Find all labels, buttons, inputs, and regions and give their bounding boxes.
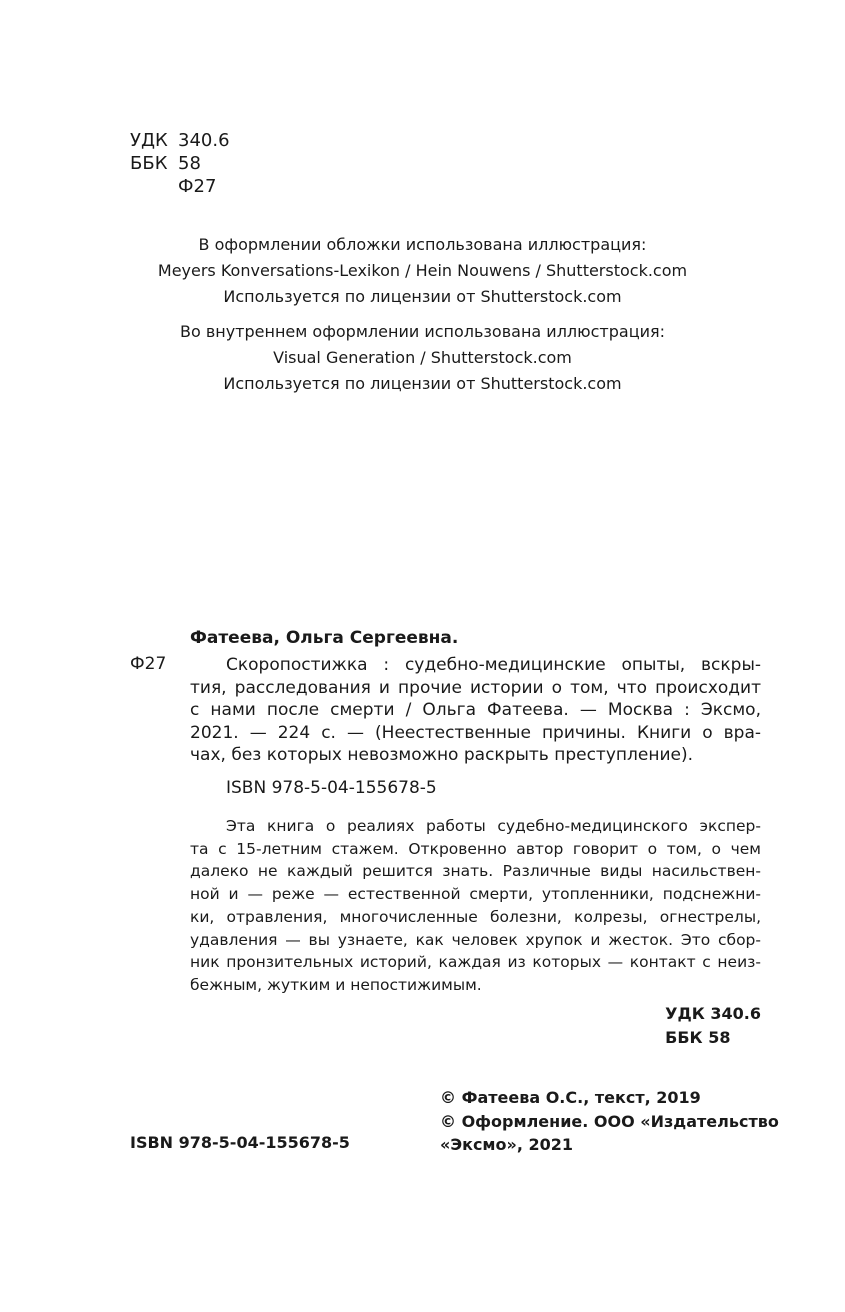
credits-cover — [0, 232, 845, 310]
annotation-line: та с 15-летним стажем. Откровенно автор говорит о том, о чем — [190, 839, 761, 858]
annotation-line: бежным, жутким и непостижимым. — [190, 975, 482, 994]
bbk-line — [130, 152, 230, 175]
description-line: Скоропостижка : судебно-медицинские опыты, вскры- — [226, 655, 761, 675]
udk-label: УДК — [130, 130, 168, 151]
catalog-isbn: ISBN 978-5-04-155678-5 — [226, 778, 437, 798]
credits-cover-line: В оформлении обложки использована иллюстрация: — [198, 235, 647, 254]
udk-value: 340.6 — [178, 130, 230, 151]
catalog-sign: Ф27 — [130, 654, 167, 674]
author-sign: Ф27 — [178, 176, 217, 197]
catalog-author: Фатеева, Ольга Сергеевна. — [190, 628, 459, 648]
annotation-line: далеко не каждый решится знать. Различные виды насильствен- — [190, 862, 761, 881]
annotation-line: ной и — реже — естественной смерти, утопленники, подснежни- — [190, 885, 761, 904]
copyright-line: «Эксмо», 2021 — [440, 1135, 574, 1154]
credits-inner — [0, 319, 845, 397]
description-line: 2021. — 224 с. — (Неестественные причины. Книги о вра- — [190, 722, 761, 743]
annotation — [190, 815, 761, 997]
annotation-line: ник пронзительных историй, каждая из которых — контакт с неиз- — [190, 953, 761, 972]
classification-top — [130, 129, 230, 198]
credits-inner-line: Используется по лицензии от Shutterstock.com — [223, 374, 622, 393]
udk-bottom: УДК 340.6 — [665, 1004, 761, 1023]
description-line: с нами после смерти / Ольга Фатеева. — Москва : Эксмо, — [190, 700, 761, 721]
bbk-value: 58 — [178, 153, 201, 174]
annotation-line: удавления — вы узнаете, как человек хрупок и жесток. Это сбор- — [190, 930, 761, 949]
copyright-line: © Оформление. ООО «Издательство — [440, 1111, 779, 1131]
copyright-block — [440, 1086, 779, 1157]
classification-bottom — [665, 1002, 761, 1050]
copyright-line: © Фатеева О.С., текст, 2019 — [440, 1088, 701, 1107]
catalog-description — [130, 654, 761, 767]
credits-cover-line: Meyers Konversations-Lexikon / Hein Nouwens / Shutterstock.com — [157, 261, 688, 280]
annotation-line: Эта книга о реалиях работы судебно-медицинского экспер- — [226, 817, 761, 835]
credits-inner-line: Visual Generation / Shutterstock.com — [273, 348, 572, 367]
isbn-bottom: ISBN 978-5-04-155678-5 — [130, 1133, 350, 1152]
credits-inner-line: Во внутреннем оформлении использована иллюстрация: — [179, 322, 666, 341]
bbk-label: ББК — [130, 153, 168, 174]
bbk-bottom: ББК 58 — [665, 1028, 731, 1047]
description-line: тия, расследования и прочие истории о том, что происходит — [190, 677, 761, 698]
author-sign-line — [130, 175, 230, 198]
annotation-line: ки, отравления, многочисленные болезни, колрезы, огнестрелы, — [190, 907, 761, 926]
udk-line — [130, 129, 230, 152]
credits-cover-line: Используется по лицензии от Shutterstock.com — [223, 287, 622, 306]
description-line: чах, без которых невозможно раскрыть преступление). — [190, 745, 693, 766]
